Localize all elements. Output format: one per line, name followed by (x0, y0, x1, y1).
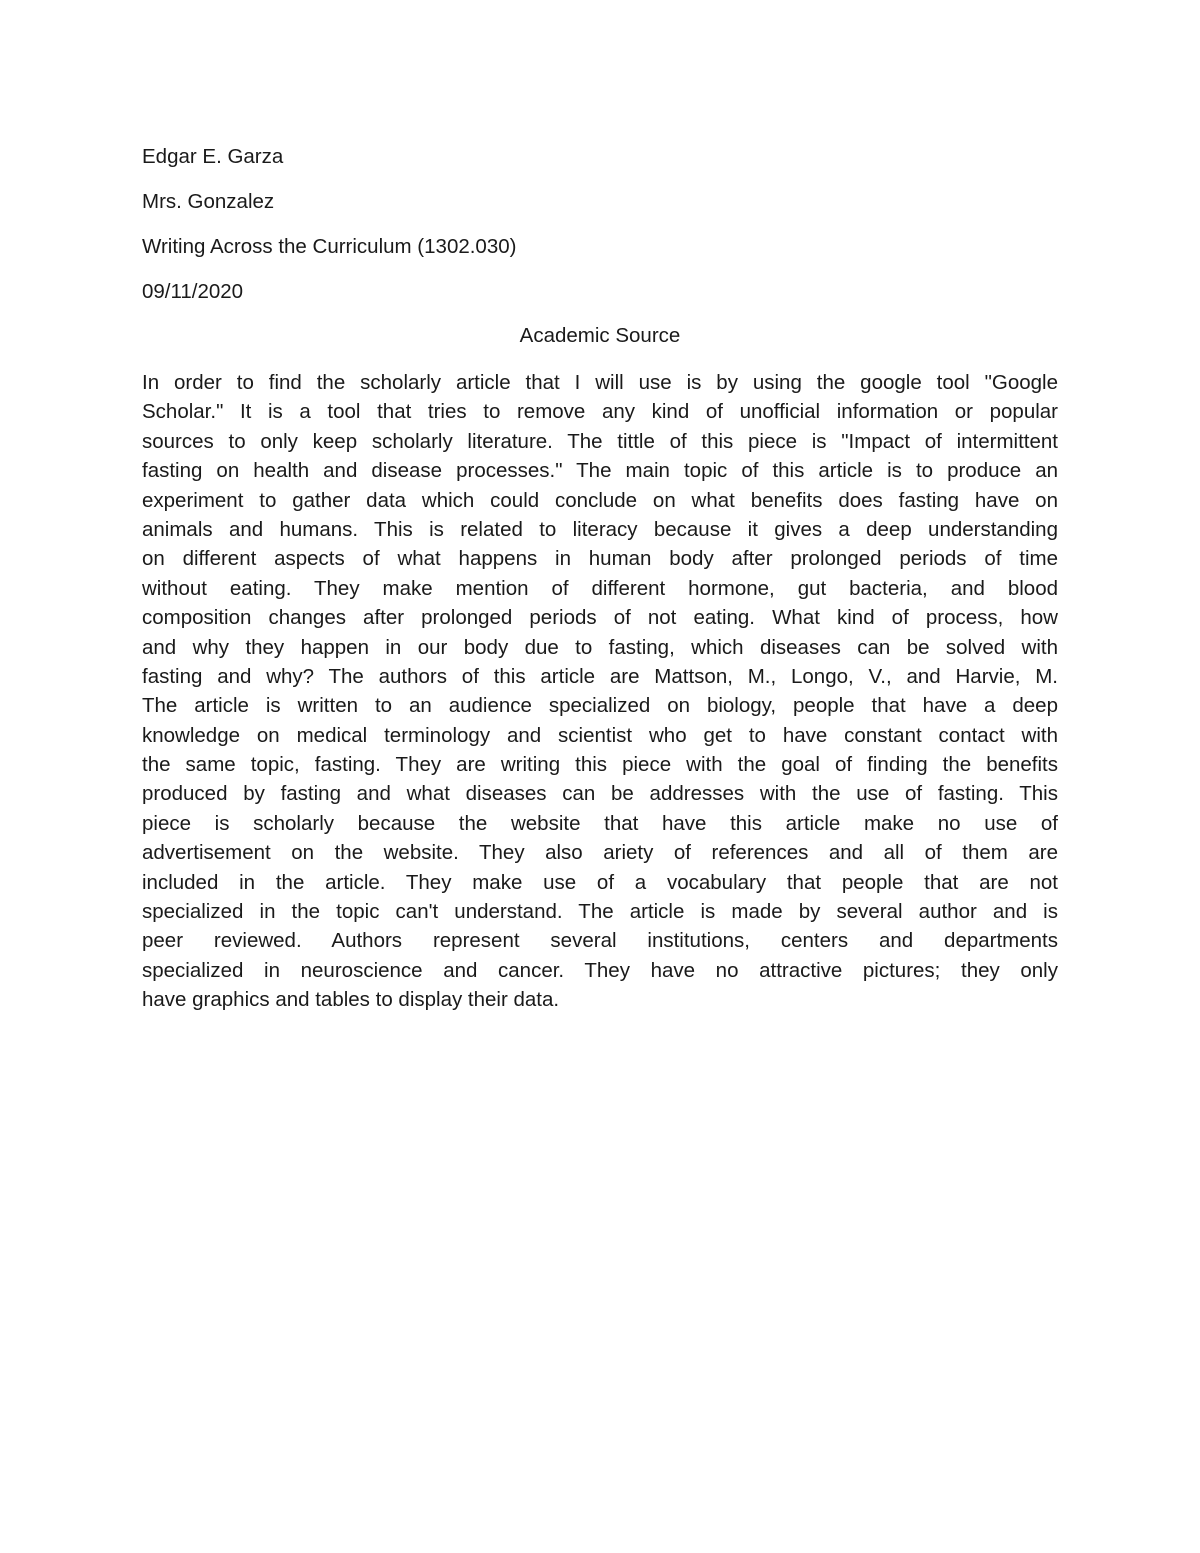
body-line: the same topic, fasting. They are writing this piece with the goal of finding the benefits (142, 753, 1058, 777)
body-line: without eating. They make mention of different hormone, gut bacteria, and blood (142, 576, 1058, 600)
instructor-name: Mrs. Gonzalez (142, 190, 275, 213)
body-line: The article is written to an audience specialized on biology, people that have a deep (142, 694, 1058, 718)
body-line: fasting and why? The authors of this article are Mattson, M., Longo, V., and Harvie, M. (142, 664, 1058, 688)
body-line: included in the article. They make use of a vocabulary that people that are not (142, 870, 1058, 894)
body-line: knowledge on medical terminology and scientist who get to have constant contact with (142, 723, 1058, 747)
body-line: Scholar." It is a tool that tries to remove any kind of unofficial information or popular (142, 400, 1058, 424)
body-line: sources to only keep scholarly literature. The tittle of this piece is "Impact of intermittent (142, 429, 1058, 453)
course-name: Writing Across the Curriculum (1302.030) (142, 235, 517, 258)
body-line: In order to find the scholarly article that I will use is by using the google tool "Google (142, 371, 1058, 394)
document-date: 09/11/2020 (142, 280, 244, 303)
body-line: piece is scholarly because the website that have this article make no use of (142, 811, 1058, 835)
body-line: on different aspects of what happens in human body after prolonged periods of time (142, 547, 1058, 571)
body-line: composition changes after prolonged periods of not eating. What kind of process, how (142, 606, 1058, 630)
body-line: advertisement on the website. They also ariety of references and all of them are (142, 841, 1058, 865)
body-line: fasting on health and disease processes." The main topic of this article is to produce an (142, 459, 1058, 483)
body-line: specialized in neuroscience and cancer. They have no attractive pictures; they only (142, 958, 1058, 982)
body-line: peer reviewed. Authors represent several institutions, centers and departments (142, 929, 1058, 953)
author-name: Edgar E. Garza (142, 145, 284, 168)
document-title: Academic Source (519, 324, 681, 347)
body-line: produced by fasting and what diseases can be addresses with the use of fasting. This (142, 782, 1058, 806)
body-line: specialized in the topic can't understand. The article is made by several author and is (142, 900, 1058, 924)
body-line: experiment to gather data which could conclude on what benefits does fasting have on (142, 488, 1058, 512)
body-line: and why they happen in our body due to fasting, which diseases can be solved with (142, 635, 1058, 659)
body-paragraph (142, 368, 1058, 1015)
body-line: animals and humans. This is related to literacy because it gives a deep understanding (142, 517, 1058, 541)
body-line: have graphics and tables to display their data. (142, 988, 560, 1012)
